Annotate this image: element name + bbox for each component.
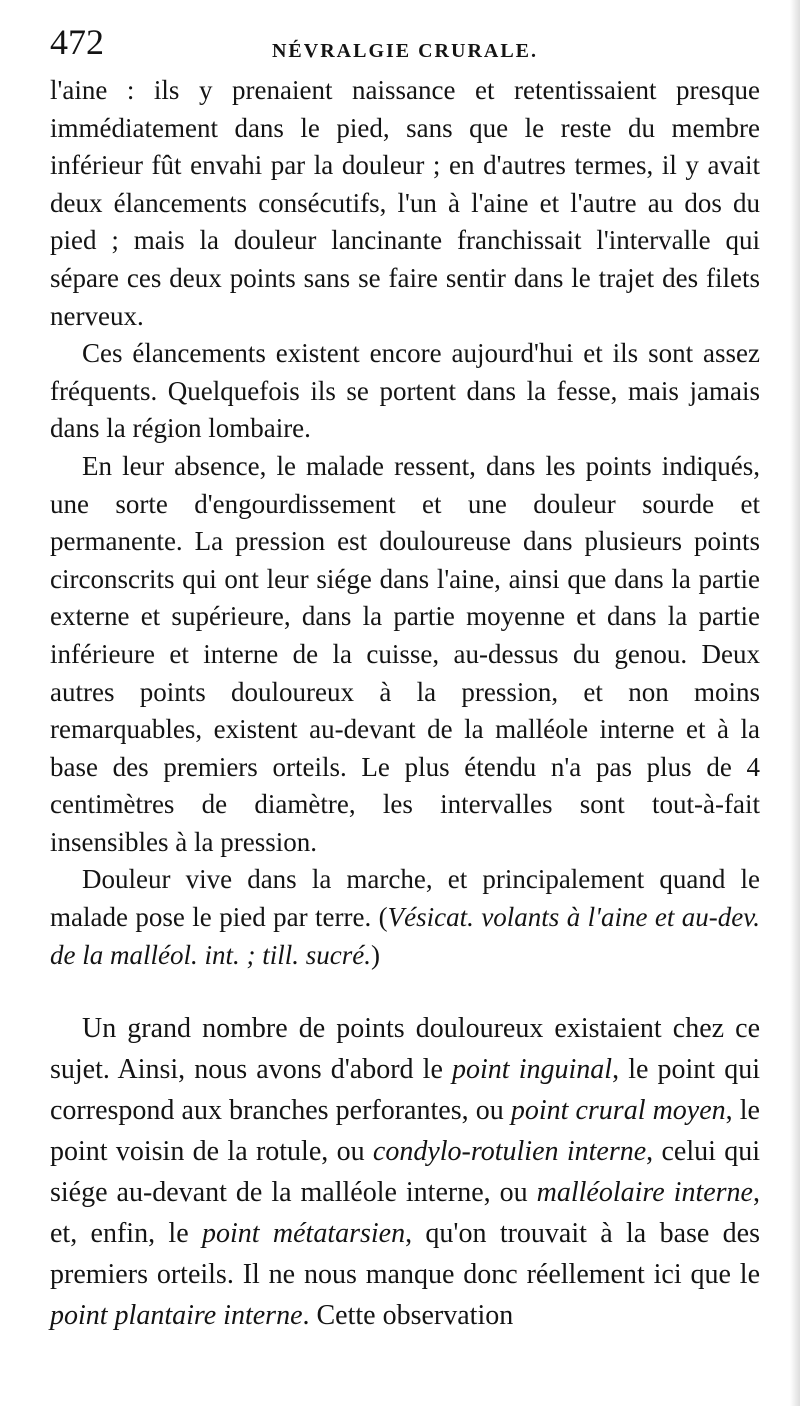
paragraph-elancements: Ces élancements existent encore aujourd'hui et ils sont assez fréquents. Quelquefois ils se portent dans la fesse, mais jamais dans la région lombaire. <box>50 338 760 444</box>
term-point-inguinal: point inguinal <box>452 1054 613 1086</box>
treatment-note: Vésicat. volants à l'aine et au-dev. de la malléol. int. ; till. sucré. <box>50 902 760 970</box>
page-number: 472 <box>50 22 104 62</box>
page-edge-shadow <box>790 0 800 1406</box>
page-body <box>50 72 760 1336</box>
paragraph-douleur-vive: Douleur vive dans la marche, et principalement quand le malade pose le pied par terre. (Vésicat. volants à l'aine et au-dev. de la malléol. int. ; till. sucré.) <box>50 864 760 970</box>
term-point-crural-moyen: point crural moyen <box>510 1095 726 1127</box>
paragraph-points-douloureux: Un grand nombre de points douloureux existaient chez ce sujet. Ainsi, nous avons d'abord le point inguinal, le point qui correspond aux branches perforantes, ou point crural moyen, le point voisin de la rotule, ou condylo-rotulien interne, celui qui siége au-devant de la malléole interne, ou malléolaire interne, et, enfin, le point métatarsien, qu'on trouvait à la base des premiers orteils. Il ne nous manque donc réellement ici que le point plantaire interne. Cette observation <box>50 1013 760 1332</box>
paragraph-continuation: l'aine : ils y prenaient naissance et retentissaient presque immédiatement dans le pied, sans que le reste du membre inférieur fût envahi par la douleur ; en d'autres termes, il y avait deux élancements consécutifs, l'un à l'aine et l'autre au dos du pied ; mais la douleur lancinante franchissait l'intervalle qui sépare ces deux points sans se faire sentir dans le trajet des filets nerveux. <box>50 75 760 331</box>
term-condylo-rotulien: condylo-rotulien interne <box>372 1136 647 1168</box>
running-title: NÉVRALGIE CRURALE. <box>271 40 539 62</box>
paragraph-absence: En leur absence, le malade ressent, dans les points indiqués, une sorte d'engourdissement et une douleur sourde et permanente. La pression est douloureuse dans plusieurs points circonscrits qui ont leur siége dans l'aine, ainsi que dans la partie externe et supérieure, dans la partie moyenne et dans la partie inférieure et interne de la cuisse, au-dessus du genou. Deux autres points douloureux à la pression, et non moins remarquables, existent au-devant de la malléole interne et à la base des premiers orteils. Le plus étendu n'a pas plus de 4 centimètres de diamètre, les intervalles sont tout-à-fait insensibles à la pression. <box>50 450 760 857</box>
page-header <box>50 0 760 62</box>
term-point-plantaire-interne: point plantaire interne <box>50 1300 303 1332</box>
term-malleolaire-interne: malléolaire interne <box>536 1177 753 1209</box>
term-point-metatarsien: point métatarsien <box>201 1218 406 1250</box>
